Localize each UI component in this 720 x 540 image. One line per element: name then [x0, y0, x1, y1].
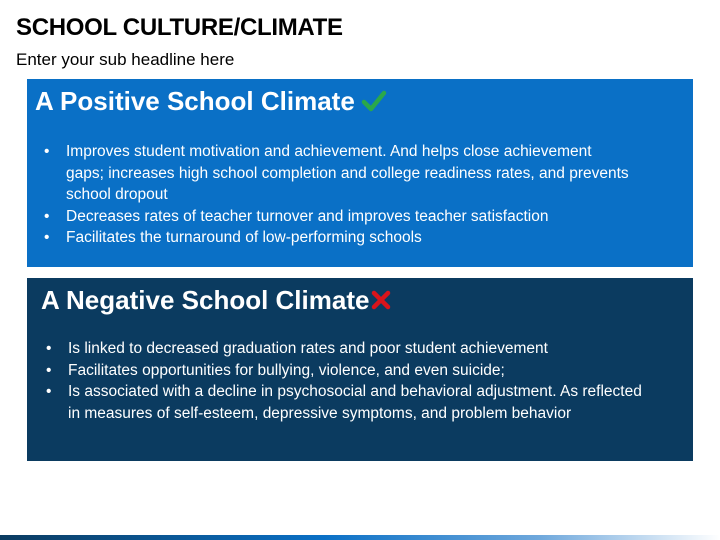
- positive-heading-text: A Positive School Climate: [35, 86, 355, 116]
- page-title: SCHOOL CULTURE/CLIMATE: [16, 14, 343, 41]
- check-icon: [361, 88, 387, 114]
- bottom-accent-bar: [0, 535, 720, 540]
- list-item: • Is linked to decreased graduation rates and poor student achievement: [46, 340, 548, 357]
- negative-climate-heading: [41, 282, 392, 318]
- negative-heading-text: A Negative School Climate: [41, 285, 370, 315]
- negative-climate-panel: [27, 278, 693, 461]
- positive-climate-panel: [27, 79, 693, 267]
- negative-climate-list: [43, 338, 643, 424]
- list-item: • Facilitates the turnaround of low-performing schools: [44, 229, 422, 246]
- sub-headline: Enter your sub headline here: [16, 50, 235, 69]
- list-item: • Decreases rates of teacher turnover and improves teacher satisfaction: [44, 207, 549, 225]
- list-item: • Improves student motivation and achievement. And helps close achievement gaps; increases high school completion and college readiness rates, and prevents school dropout: [44, 143, 629, 203]
- list-item: • Facilitates opportunities for bullying, violence, and even suicide;: [46, 361, 505, 379]
- cross-icon: [370, 289, 392, 311]
- list-item: • Is associated with a decline in psychosocial and behavioral adjustment. As reflected in measures of self-esteem, depressive symptoms, and problem behavior: [46, 383, 642, 422]
- positive-climate-list: [41, 141, 631, 249]
- positive-climate-heading: [35, 83, 387, 119]
